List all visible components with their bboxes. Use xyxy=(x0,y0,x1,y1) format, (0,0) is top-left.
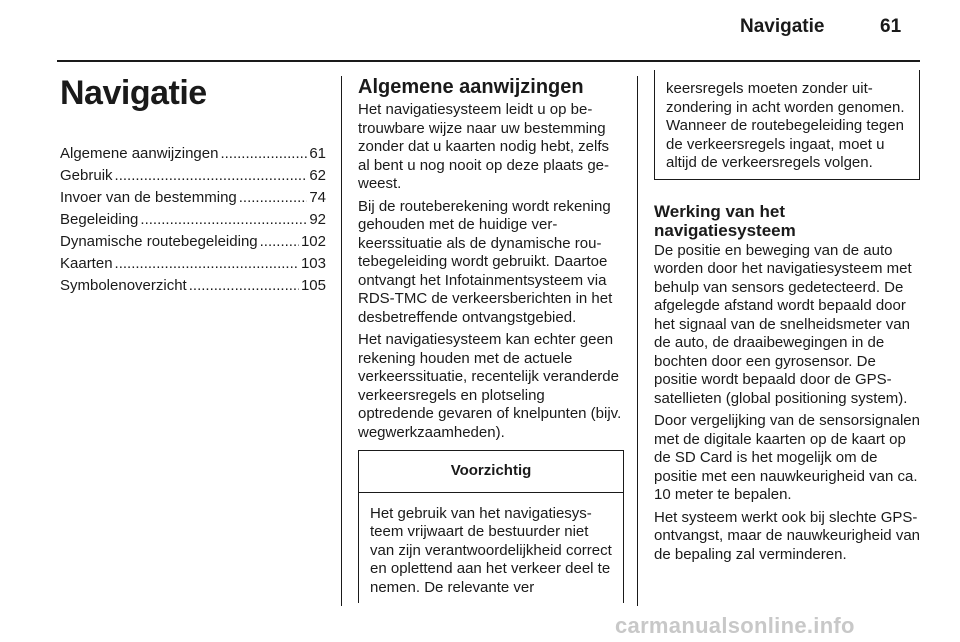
toc-leader xyxy=(239,189,308,208)
toc-entry-page: 103 xyxy=(300,254,326,272)
subsection-paragraph: Het systeem werkt ook bij slechte GPS-ontvangst, maar de nauwkeurigheid van de bepaling zal verminderen. xyxy=(654,508,921,563)
toc-entry[interactable] xyxy=(60,255,326,277)
toc-entry[interactable] xyxy=(60,277,326,299)
toc-entry-label: Algemene aanwijzingen xyxy=(60,144,219,162)
running-header-title: Navigatie xyxy=(740,16,825,37)
toc-entry-page: 102 xyxy=(300,232,326,250)
toc-entry-page: 62 xyxy=(309,166,326,184)
toc-entry[interactable] xyxy=(60,233,326,255)
toc-column xyxy=(60,70,326,299)
subsection-paragraph: Door vergelijking van de sensorsignalen met de digitale kaarten op de kaart op de SD Card is het mogelijk om de positie met een nauwkeurigheid van ca. 10 meter te bepalen. xyxy=(654,412,920,503)
middle-column xyxy=(358,76,624,603)
section-paragraph: Het navigatiesysteem kan echter geen rekening houden met de actuele verkeerssituatie, recentelijk veranderde verkeersregels en plotseling optredende gevaren of knelpunten (bijv. wegwerkzaamheden). xyxy=(358,331,622,441)
toc-entry-label: Kaarten xyxy=(60,254,113,272)
toc-leader xyxy=(220,145,307,164)
chapter-title: Navigatie xyxy=(60,74,207,112)
section-paragraph: Bij de routeberekening wordt rekening gehouden met de huidige verkeerssituatie als de dynamische routebegeleiding wordt gebruikt. Daartoe ontvangt het Infotainmentsysteem via RDS-TMC de verkeersberichten in het desbetreffende ontvangstgebied. xyxy=(358,197,613,326)
toc-leader xyxy=(115,255,299,274)
warning-title: Voorzichtig xyxy=(359,451,623,493)
toc-entry-label: Invoer van de bestemming xyxy=(60,188,237,206)
subsection-title: Werking van het navigatiesysteem xyxy=(654,201,796,240)
warning-text-part2: keersregels moeten zonder uitzondering in acht worden genomen. Wanneer de routebegeleiding tegen de verkeersregels ingaat, moet u altijd de verkeersregels volgen. xyxy=(666,80,905,171)
toc-leader xyxy=(260,233,299,252)
right-column xyxy=(654,70,920,568)
toc-entry-label: Gebruik xyxy=(60,166,113,184)
subsection-paragraph: De positie en beweging van de auto worden door het navigatiesysteem met behulp van sensors gedetecteerd. De afgelegde afstand wordt bepaald door het signaal van de snelheidsmeter van de auto, de draaibewegingen in de bochten door een gyrosensor. De positie wordt bepaald door de GPS-satellieten (global positioning system). xyxy=(654,241,912,407)
toc-entry-label: Begeleiding xyxy=(60,210,139,228)
toc-entry-label: Symbolenoverzicht xyxy=(60,276,187,294)
watermark: carmanualsonline.info xyxy=(615,613,855,638)
toc-leader xyxy=(115,167,308,186)
table-of-contents xyxy=(60,145,326,299)
toc-entry-page: 92 xyxy=(309,210,326,228)
toc-entry[interactable] xyxy=(60,189,326,211)
column-divider-left xyxy=(341,76,342,606)
toc-leader xyxy=(189,277,299,296)
section-title: Algemene aanwijzingen xyxy=(358,76,584,98)
warning-text-part1: Het gebruik van het navigatiesysteem vrijwaart de bestuurder niet van zijn verantwoordelijkheid correct en oplettend aan het verkeer deel te nemen. De relevante ver xyxy=(370,504,612,596)
warning-box xyxy=(358,450,624,603)
toc-entry[interactable] xyxy=(60,145,326,167)
toc-entry-label: Dynamische routebegeleiding xyxy=(60,232,258,250)
toc-leader xyxy=(140,211,307,230)
toc-entry-page: 105 xyxy=(300,276,326,294)
toc-entry[interactable] xyxy=(60,167,326,189)
toc-entry-page: 74 xyxy=(309,188,326,206)
toc-entry[interactable] xyxy=(60,211,326,233)
page-number: 61 xyxy=(880,16,902,37)
warning-box-continued xyxy=(654,70,920,180)
column-divider-right xyxy=(637,76,638,606)
toc-entry-page: 61 xyxy=(309,144,326,162)
header-rule xyxy=(57,60,920,62)
section-paragraph: Het navigatiesysteem leidt u op betrouwbare wijze naar uw bestemming zonder dat u kaarten nodig hebt, zelfs al bent u nog nooit op deze plaats geweest. xyxy=(358,101,610,192)
